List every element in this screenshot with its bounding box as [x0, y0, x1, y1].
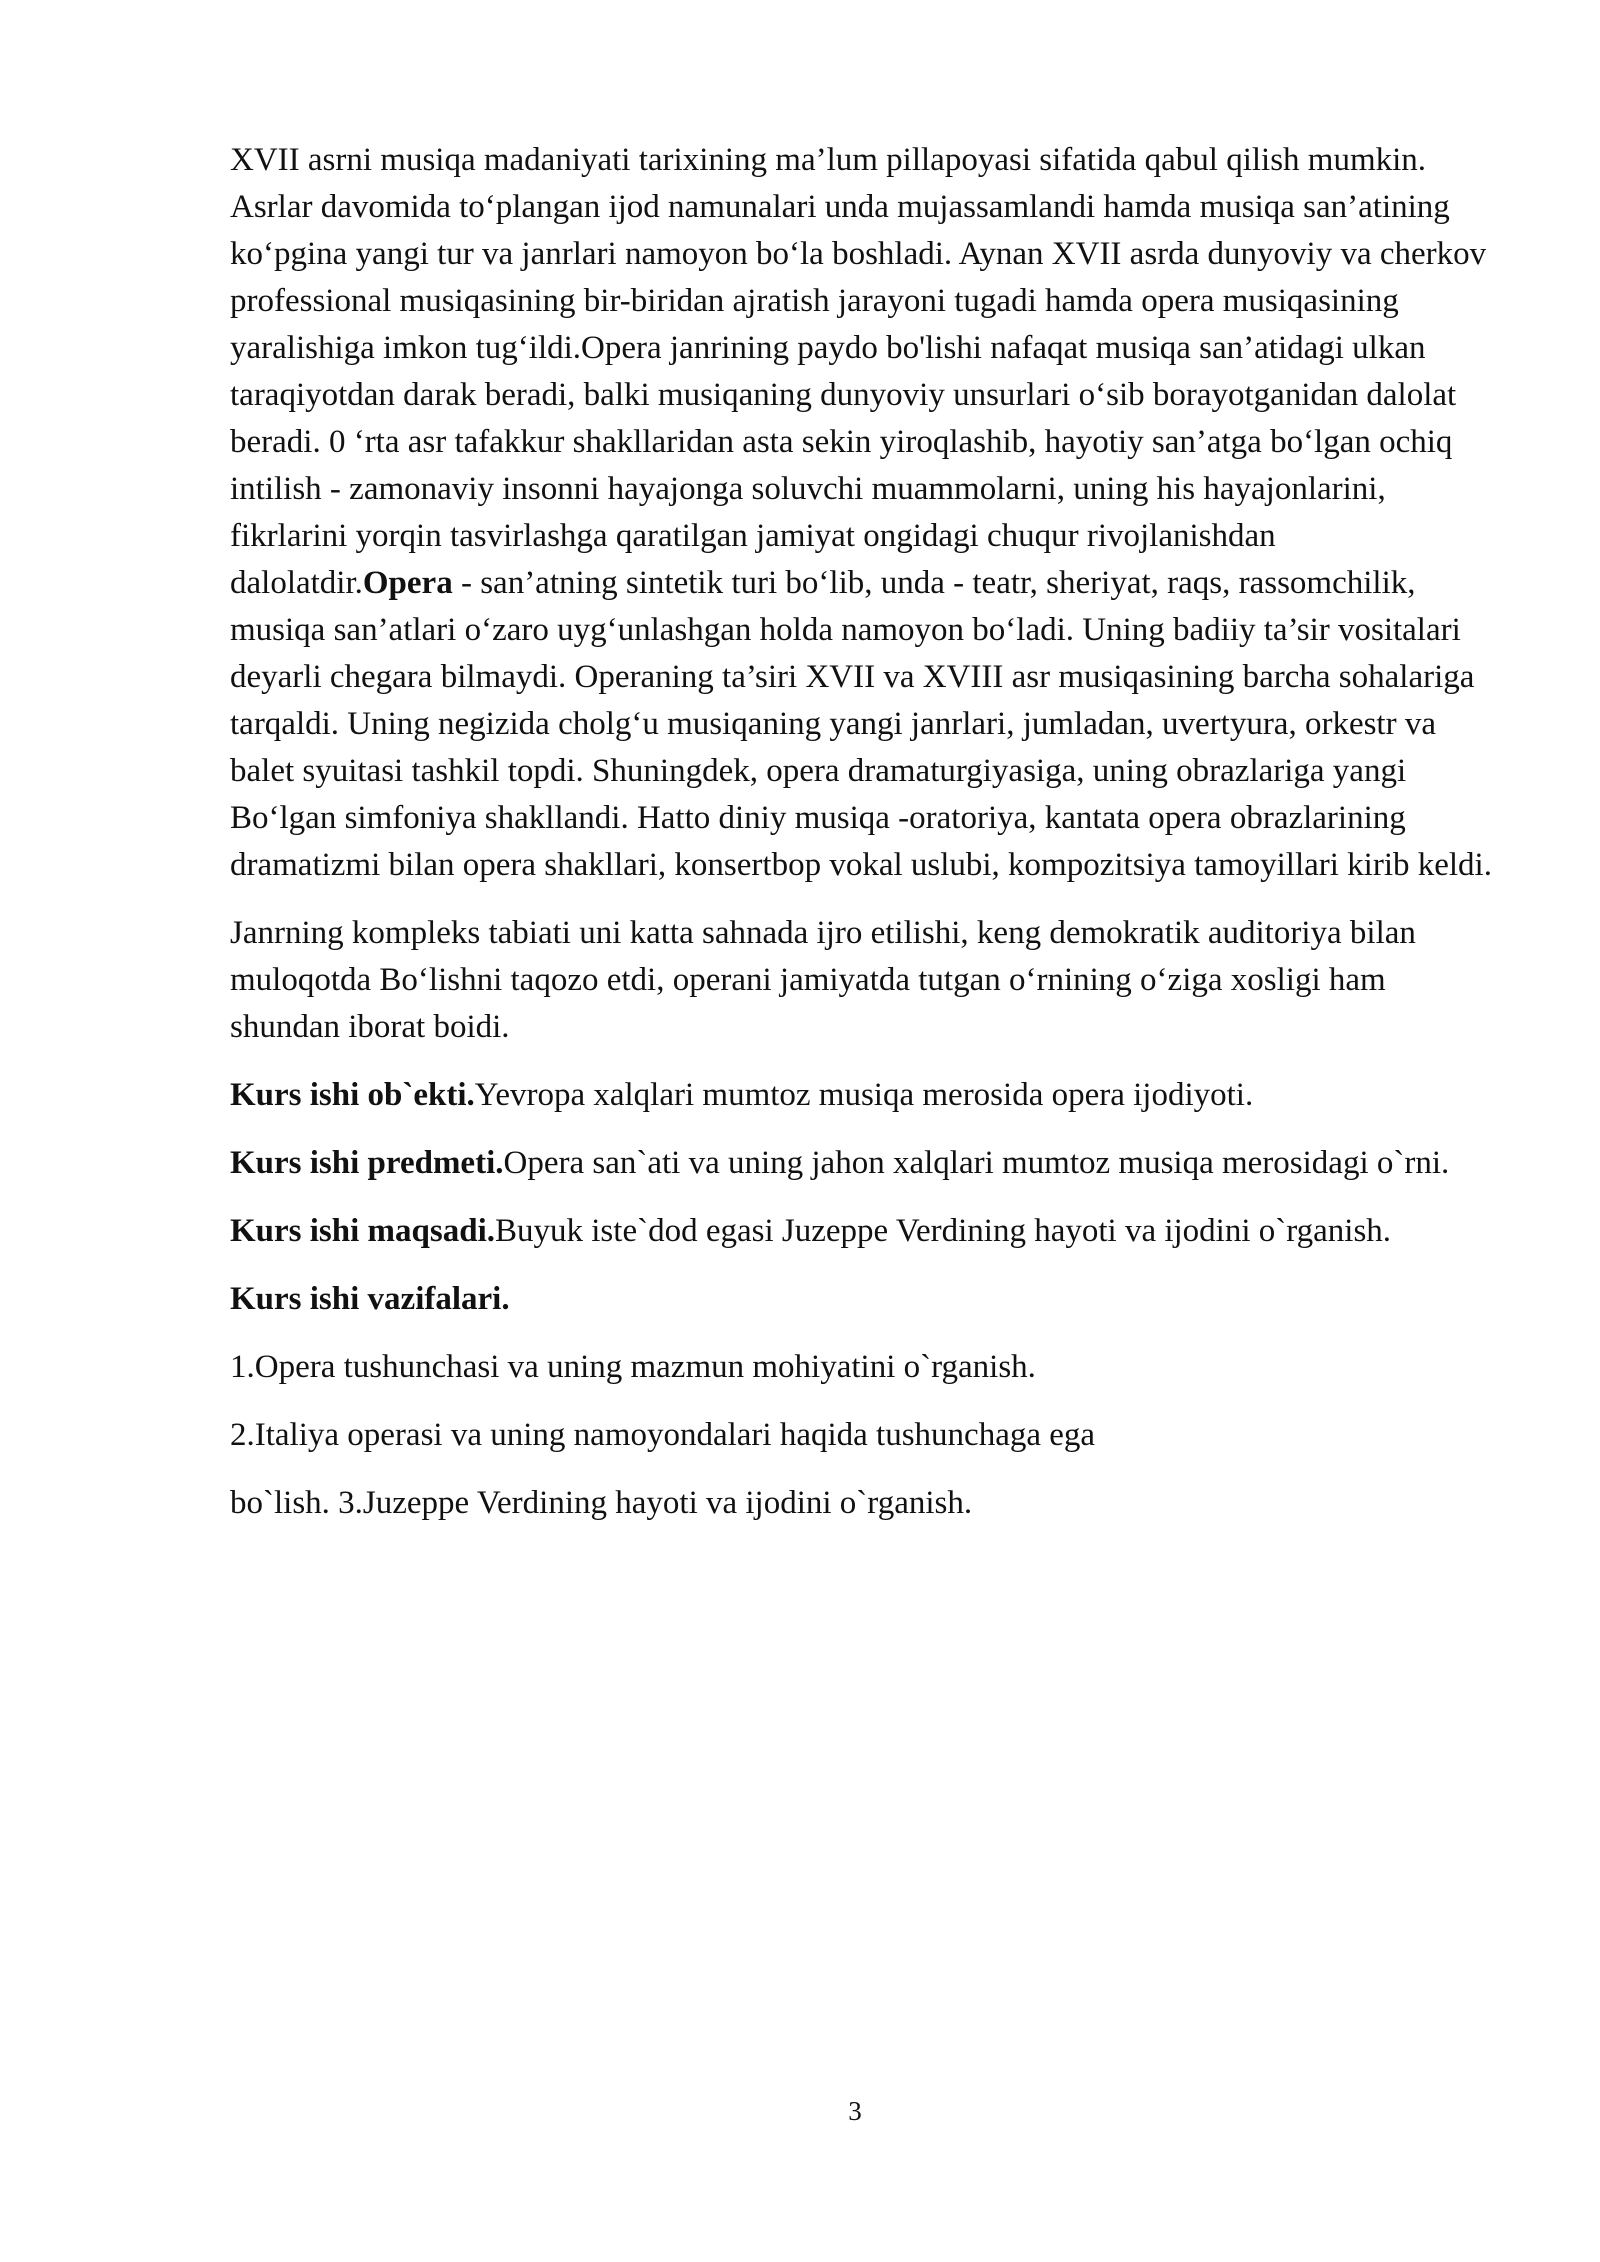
intro-text-part-2: - san’atning sintetik turi bo‘lib, unda - teatr, sheriyat, raqs, rassomchilik, musiqa san’atlari o‘zaro uyg‘unlashgan holda namoyon bo‘ladi. Uning badiiy ta’sir vositalari deyarli chegara bilmaydi. Operaning ta’siri XVII va XVIII asr musiqasining barcha sohalariga tarqaldi. Uning negizida cholg‘u musiqaning yangi janrlari, jumladan, uvertyura, orkestr va balet syuitasi tashkil topdi. Shuningdek, opera dramaturgiyasiga, uning obrazlariga yangi Bo‘lgan simfoniya shakllandi. Hatto diniy musiqa -oratoriya, kantata opera obrazlarining dramatizmi bilan opera shakllari, konsertbop vokal uslubi, kompozitsiya tamoyillari kirib keldi.: [230, 565, 1492, 883]
opera-term: Opera: [362, 565, 453, 601]
course-goal-text: Buyuk iste`dod egasi Juzeppe Verdining hayoti va ijodini o`rganish.: [495, 1213, 1392, 1249]
task-item-1: 1.Opera tushunchasi va uning mazmun mohiyatini o`rganish.: [230, 1349, 1036, 1385]
course-object: [230, 1072, 1500, 1119]
page-number: 3: [848, 2096, 862, 2126]
intro-paragraph-1: [230, 137, 1500, 889]
document-page: [230, 137, 1500, 1527]
course-tasks-heading: [230, 1276, 1500, 1323]
course-goal: [230, 1208, 1500, 1255]
course-object-label: Kurs ishi ob`ekti.: [230, 1077, 475, 1113]
course-object-text: Yevropa xalqlari mumtoz musiqa merosida opera ijodiyoti.: [474, 1077, 1254, 1113]
course-subject-label: Kurs ishi predmeti.: [230, 1145, 504, 1181]
course-tasks-label: Kurs ishi vazifalari.: [230, 1281, 510, 1317]
course-subject: [230, 1140, 1500, 1187]
course-goal-label: Kurs ishi maqsadi.: [230, 1213, 495, 1249]
task-item-2: 2.Italiya operasi va uning namoyondalari haqida tushunchaga ega: [230, 1417, 1096, 1453]
intro-text-part-1: XVII asrni musiqa madaniyati tarixining ma’lum pillapoyasi sifatida qabul qilish mumkin. Asrlar davomida to‘plangan ijod namunalari unda mujassamlandi hamda musiqa san’atining ko‘pgina yangi tur va janrlari namoyon bo‘la boshladi. Aynan XVII asrda dunyoviy va cherkov professional musiqasining bir-biridan ajratish jarayoni tugadi hamda opera musiqasining yaralishiga imkon tug‘ildi.Opera janrining paydo bo'lishi nafaqat musiqa san’atidagi ulkan taraqiyotdan darak beradi, balki musiqaning dunyoviy unsurlari o‘sib borayotganidan dalolat beradi. 0 ‘rta asr tafakkur shakllaridan asta sekin yiroqlashib, hayotiy san’atga bo‘lgan ochiq intilish - zamonaviy insonni hayajonga soluvchi muammolarni, uning his hayajonlarini, fikrlarini yorqin tasvirlashga qaratilgan jamiyat ongidagi chuqur rivojlanishdan dalolatdir.: [230, 142, 1487, 601]
intro-paragraph-2: Janrning kompleks tabiati uni katta sahnada ijro etilishi, keng demokratik auditoriya bilan muloqotda Bo‘lishni taqozo etdi, operani jamiyatda tutgan o‘rnining o‘ziga xosligi ham shundan iborat boidi.: [230, 915, 1416, 1045]
task-item-3: bo`lish. 3.Juzeppe Verdining hayoti va ijodini o`rganish.: [230, 1485, 973, 1521]
course-subject-text: Opera san`ati va uning jahon xalqlari mumtoz musiqa merosidagi o`rni.: [503, 1145, 1450, 1181]
